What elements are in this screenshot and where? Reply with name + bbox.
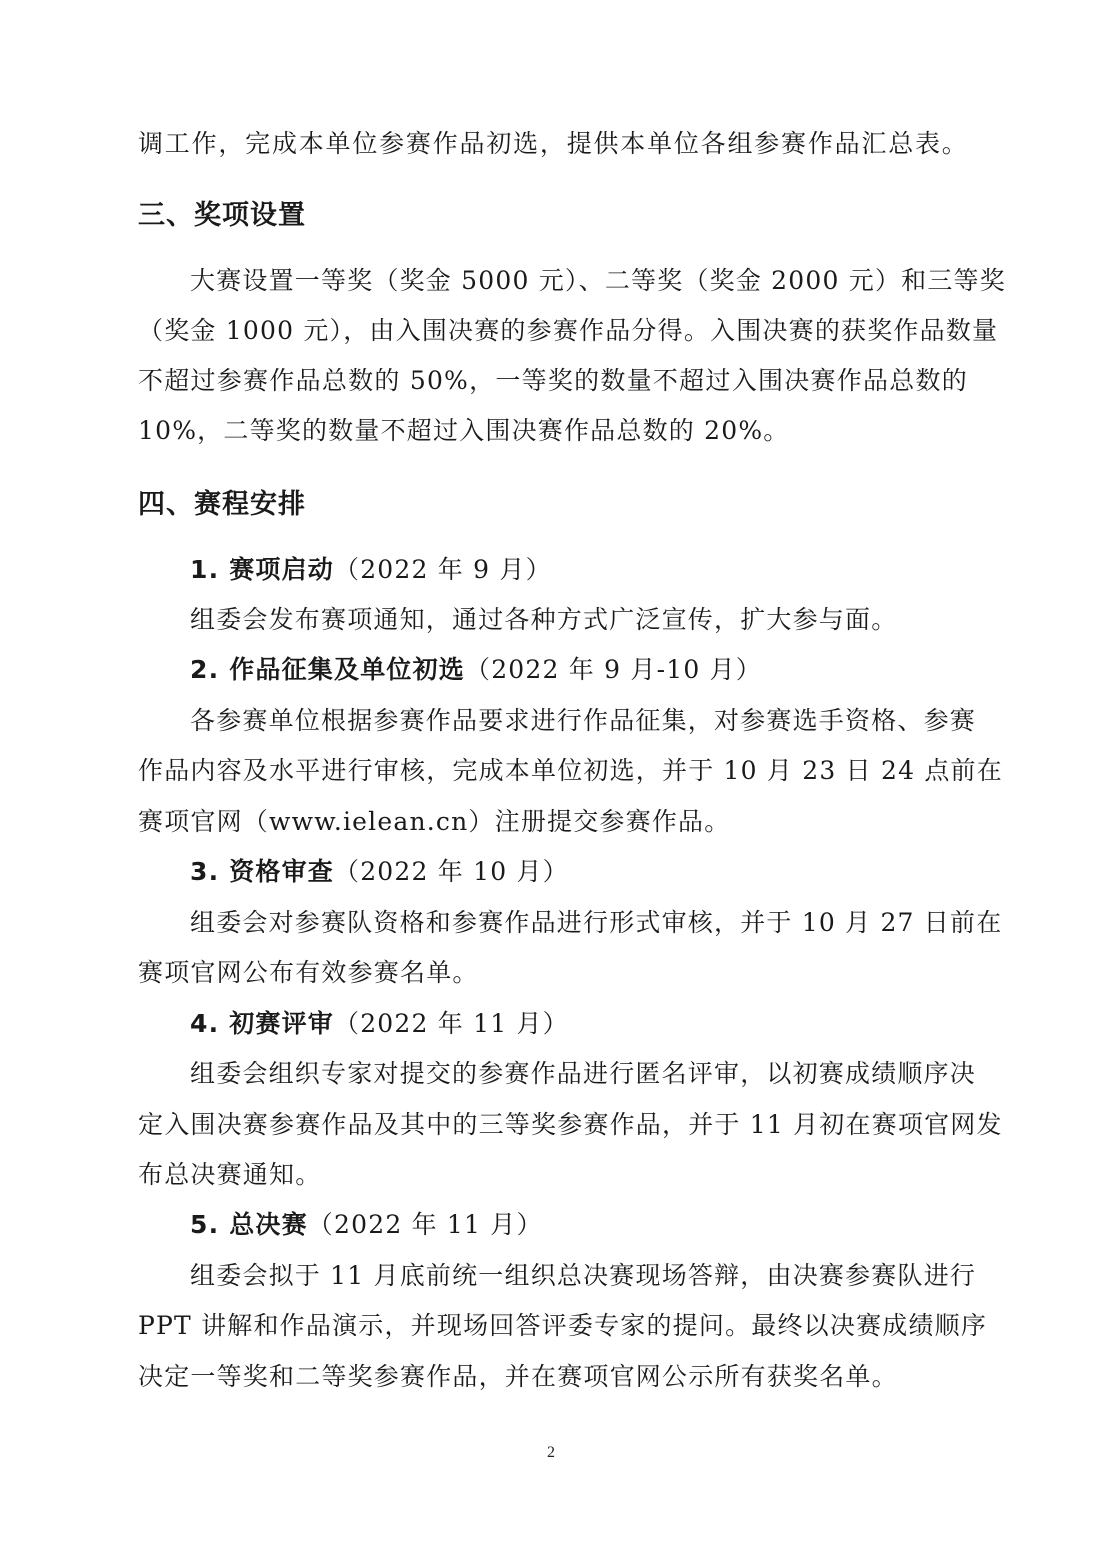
paragraph-line: 赛项官网（www.ielean.cn）注册提交参赛作品。 bbox=[138, 807, 731, 836]
paragraph-line: 各参赛单位根据参赛作品要求进行作品征集，对参赛选手资格、参赛 bbox=[190, 706, 977, 735]
paragraph-line: 赛项官网公布有效参赛名单。 bbox=[138, 958, 479, 987]
section-heading-schedule: 四、赛程安排 bbox=[138, 489, 306, 520]
subheading-date: （2022 年 9 月） bbox=[334, 555, 552, 584]
subheading-date: （2022 年 9 月-10 月） bbox=[465, 655, 762, 684]
subheading-title: 1. 赛项启动 bbox=[190, 555, 334, 584]
subheading-stage-1 bbox=[190, 553, 552, 587]
subheading-date: （2022 年 11 月） bbox=[307, 1210, 543, 1239]
subheading-stage-3 bbox=[190, 855, 569, 889]
paragraph-line: 调工作，完成本单位参赛作品初选，提供本单位各组参赛作品汇总表。 bbox=[138, 129, 968, 158]
page-number: 2 bbox=[547, 1444, 555, 1461]
subheading-stage-2 bbox=[190, 653, 762, 687]
paragraph-line: 不超过参赛作品总数的 50%，一等奖的数量不超过入围决赛作品总数的 bbox=[138, 366, 968, 395]
subheading-title: 2. 作品征集及单位初选 bbox=[190, 655, 465, 684]
paragraph-line: PPT 讲解和作品演示，并现场回答评委专家的提问。最终以决赛成绩顺序 bbox=[138, 1311, 988, 1340]
paragraph-line: 组委会发布赛项通知，通过各种方式广泛宣传，扩大参与面。 bbox=[190, 605, 898, 634]
paragraph-line: 组委会组织专家对提交的参赛作品进行匿名评审，以初赛成绩顺序决 bbox=[190, 1059, 977, 1088]
subheading-stage-4 bbox=[190, 1007, 569, 1041]
paragraph-line: 布总决赛通知。 bbox=[138, 1160, 322, 1189]
paragraph-line: 10%，二等奖的数量不超过入围决赛作品总数的 20%。 bbox=[138, 416, 790, 445]
subheading-date: （2022 年 10 月） bbox=[334, 857, 569, 886]
paragraph-line: 组委会拟于 11 月底前统一组织总决赛现场答辩，由决赛参赛队进行 bbox=[190, 1261, 977, 1290]
section-heading-awards: 三、奖项设置 bbox=[138, 200, 306, 231]
paragraph-line: 组委会对参赛队资格和参赛作品进行形式审核，并于 10 月 27 日前在 bbox=[190, 908, 1003, 937]
paragraph-line: 决定一等奖和二等奖参赛作品，并在赛项官网公示所有获奖名单。 bbox=[138, 1362, 898, 1391]
paragraph-line: 大赛设置一等奖（奖金 5000 元）、二等奖（奖金 2000 元）和三等奖 bbox=[190, 266, 1006, 295]
paragraph-line: 作品内容及水平进行审核，完成本单位初选，并于 10 月 23 日 24 点前在 bbox=[138, 756, 1003, 785]
subheading-title: 4. 初赛评审 bbox=[190, 1009, 334, 1038]
subheading-date: （2022 年 11 月） bbox=[334, 1009, 569, 1038]
subheading-title: 5. 总决赛 bbox=[190, 1210, 308, 1239]
subheading-stage-5 bbox=[190, 1208, 543, 1242]
subheading-title: 3. 资格审查 bbox=[190, 857, 334, 886]
paragraph-line: 定入围决赛参赛作品及其中的三等奖参赛作品，并于 11 月初在赛项官网发 bbox=[138, 1110, 1003, 1139]
paragraph-line: （奖金 1000 元），由入围决赛的参赛作品分得。入围决赛的获奖作品数量 bbox=[138, 316, 999, 345]
